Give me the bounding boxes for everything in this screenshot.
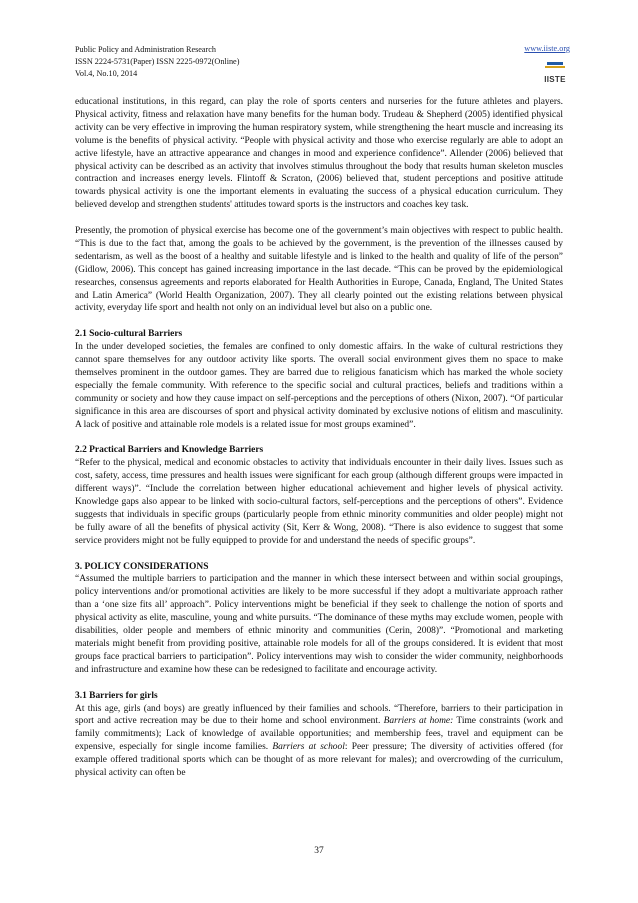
paragraph-2: Presently, the promotion of physical exercise has become one of the government’s main objectives with respect to public health. “This is due to the fact that, among the goals to be achieved by the government, is the prevention of the illnesses caused by sedentarism, as well as the boost of a healthy and suitable lifestyle and is linked to the health and quality of life of the person” (Gidlow, 2006). This concept has gained increasing importance in the last decade. “This can be proved by the epidemiological researches, consensus agreements and reports elaborated for Health Authorities in Europe, Canada, England, The United States and Latin America” (World Health Organization, 2007). They all clearly pointed out the existing relations between physical activity, everyday life sport and health not only on an individual level but also on a public one. — [75, 226, 563, 314]
section-2-2-text: “Refer to the physical, medical and economic obstacles to activity that individuals encounter in their daily lives. Issues such as cost, safety, access, time pressures and health issues were significant for each group (although different groups were impacted in different ways)”. “Include the correlation between higher educational achievement and higher levels of physical activity. Knowledge gaps also appear to be linked with socio-cultural factors, self-perceptions and the perceptions of others”. Evidence suggests that individuals in specific groups (particularly people from ethnic minority communities and older people) might not be fully aware of all the benefits of physical activity (Sit, Kerr & Wong, 2008). “There is also evidence to suggest that some service providers might not be fully equipped to provide for and understand the needs of specific groups”. — [75, 458, 563, 546]
section-2-2-heading: 2.2 Practical Barriers and Knowledge Barriers — [75, 445, 264, 456]
section-3-heading: 3. POLICY CONSIDERATIONS — [75, 561, 209, 572]
section-3 — [75, 561, 563, 677]
section-2-2 — [75, 444, 563, 547]
logo-text: IISTE — [544, 75, 566, 84]
logo-mark-icon — [545, 61, 565, 71]
section-3-1 — [75, 690, 563, 780]
section-2-1 — [75, 328, 563, 431]
section-3-1-text-c: : Peer pressure; The diversity of activities offered (for example offered traditional sports which can be thought of as more relevant for males); and overcrowding of the curriculum, physical activity can often be — [75, 742, 563, 779]
section-3-1-text-b: Time constraints (work and family commitments); Lack of knowledge of available opportunities; and membership fees, travel and equipment can be expensive, especially for single income families. — [75, 716, 563, 753]
section-3-text: “Assumed the multiple barriers to participation and the manner in which these intersect between and within social groupings, policy interventions and/or promotional activities are likely to be more successful if they adopt a multivariate approach rather than a ‘one size fits all’ approach”. Policy interventions might be beneficial if they seek to challenge the notion of sports and physical activity as elite, masculine, young and white pursuits. “The dominance of these myths may exclude women, people with disabilities, older people and members of ethnic minority and communities (Cerin, 2008)”. “Promotional and marketing materials might benefit from providing positive, attainable role models for all of the groups considered. It is evident that most groups face practical barriers to participation”. Policy interventions may wish to consider the wider community, neighborhoods and infrastructure and examine how these can be redesigned to facilitate and encourage activity. — [75, 574, 564, 675]
journal-name: Public Policy and Administration Research — [75, 45, 216, 54]
section-3-1-text-a: At this age, girls (and boys) are greatly influenced by their families and schools. “Therefore, barriers to their participation in sport and active recreation may be due to their home and school environment. — [75, 703, 563, 727]
volume-line: Vol.4, No.10, 2014 — [75, 69, 138, 78]
page-number: 37 — [314, 846, 324, 856]
barriers-at-home-label: Barriers at home: — [383, 716, 454, 727]
section-3-1-heading: 3.1 Barriers for girls — [75, 690, 158, 701]
journal-url-link[interactable]: www.iiste.org — [524, 44, 570, 53]
article-body — [75, 96, 563, 793]
section-2-1-heading: 2.1 Socio-cultural Barriers — [75, 329, 183, 340]
issn-line: ISSN 2224-5731(Paper) ISSN 2225-0972(Online) — [75, 57, 240, 66]
running-header — [75, 44, 239, 80]
section-2-1-text: In the under developed societies, the females are confined to only domestic affairs. In the wake of cultural restrictions they cannot spare themselves for any outdoor activity like sports. The overall social environment gives them no space to make themselves prominent in the outdoor games. They are barred due to religious fanaticism which has marked the whole society especially the female community. With reference to the specific social and cultural practices, beliefs and traditions within a community or society and how they cause impact on self-perceptions and the perceptions of others (Nixon, 2007). “Of particular significance in this area are discourses of sport and physical activity dominated by exclusive notions of elitism and masculinity. A lack of positive and attainable role models is a related issue for most groups examined”. — [75, 342, 563, 430]
barriers-at-school-label: Barriers at school — [272, 742, 345, 753]
iiste-logo — [542, 58, 568, 84]
paragraph-1: educational institutions, in this regard, can play the role of sports centers and nurseries for the future athletes and players. Physical activity, fitness and relaxation have many benefits for the human body. Trudeau & Shepherd (2005) identified physical activity can be very effective in improving the human respiratory system, while strengthening the heart muscle and increasing its volume is the benefits of physical activity. “People with physical activity and those who exercise regularly are able to adopt an active lifestyle, have an attractive appearance and changes in mood and experience confidence”. Allender (2006) believed that physical activity can be described as an activity that involves stimulus throughout the body that results human skeleton muscles contraction and increases energy levels. Flintoff & Scraton, (2006) believed that, student perceptions and positive attitude towards physical activity is one the important elements in evaluating the success of a physical education curriculum. They believed develop and strengthen students' attitudes toward sports is the instructors and coaches key task. — [75, 97, 563, 211]
